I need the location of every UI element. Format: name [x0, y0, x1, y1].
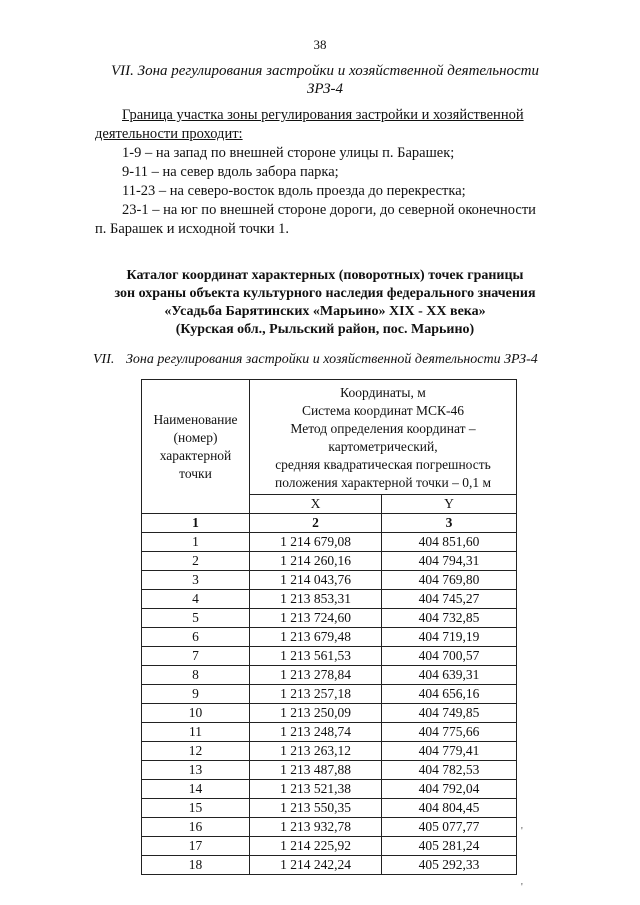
y-coordinate: 404 656,16: [382, 685, 517, 704]
boundary-item: 23-1 – на юг по внешней стороне дороги, до северной оконечности: [122, 202, 536, 218]
x-coordinate: 1 213 278,84: [250, 666, 382, 685]
column-number: 1: [142, 514, 250, 533]
coordinates-header: Координаты, м Система координат МСК-46 Метод определения координат – картометрический, средняя квадратическая погрешность положения характерной точки – 0,1 м: [250, 380, 517, 495]
point-number: 10: [142, 704, 250, 723]
point-number: 2: [142, 552, 250, 571]
table-caption-number: VII.: [93, 352, 115, 367]
x-coordinate: 1 213 263,12: [250, 742, 382, 761]
column-number: 2: [250, 514, 382, 533]
x-coordinate: 1 213 724,60: [250, 609, 382, 628]
y-coordinate: 404 851,60: [382, 533, 517, 552]
coordinates-table: [141, 379, 517, 875]
point-number: 9: [142, 685, 250, 704]
catalog-title: «Усадьба Барятинских «Марьино» XIX - XX века»: [164, 304, 486, 319]
x-coordinate: 1 213 561,53: [250, 647, 382, 666]
y-coordinate: 404 745,27: [382, 590, 517, 609]
point-number: 4: [142, 590, 250, 609]
scan-mark: ': [521, 826, 523, 837]
point-number: 5: [142, 609, 250, 628]
point-name-header: Наименование (номер) характерной точки: [142, 380, 250, 514]
x-coordinate: 1 214 260,16: [250, 552, 382, 571]
y-coordinate: 404 775,66: [382, 723, 517, 742]
y-coordinate: 404 719,19: [382, 628, 517, 647]
point-number: 14: [142, 780, 250, 799]
x-coordinate: 1 213 932,78: [250, 818, 382, 837]
x-coordinate: 1 213 550,35: [250, 799, 382, 818]
point-number: 7: [142, 647, 250, 666]
catalog-location: (Курская обл., Рыльский район, пос. Марьино): [175, 322, 475, 337]
x-coordinate: 1 213 248,74: [250, 723, 382, 742]
boundary-item: 1-9 – на запад по внешней стороне улицы п. Барашек;: [122, 145, 455, 161]
boundary-item: 11-23 – на северо-восток вдоль проезда до перекрестка;: [122, 183, 466, 199]
y-coordinate: 404 794,31: [382, 552, 517, 571]
scan-mark: ': [521, 882, 523, 893]
section-title-code: ЗРЗ-4: [306, 81, 343, 97]
column-number: 3: [382, 514, 517, 533]
table-row: [142, 856, 517, 875]
boundary-heading-cont: деятельности проходит:: [95, 126, 243, 142]
x-coordinate: 1 214 679,08: [250, 533, 382, 552]
catalog-title: Каталог координат характерных (поворотных) точек границы: [126, 268, 524, 283]
table-row: [142, 647, 517, 666]
point-number: 17: [142, 837, 250, 856]
coordinates-rows: [142, 533, 517, 875]
boundary-heading: Граница участка зоны регулирования застройки и хозяйственной: [122, 107, 524, 123]
x-coordinate: 1 213 257,18: [250, 685, 382, 704]
table-row: [142, 533, 517, 552]
table-row: [142, 761, 517, 780]
x-coordinate: 1 213 853,31: [250, 590, 382, 609]
y-coordinate: 405 281,24: [382, 837, 517, 856]
y-coordinate: 404 804,45: [382, 799, 517, 818]
table-caption: [93, 352, 538, 368]
x-coordinate: 1 213 679,48: [250, 628, 382, 647]
table-row: [142, 552, 517, 571]
point-number: 18: [142, 856, 250, 875]
y-coordinate: 404 779,41: [382, 742, 517, 761]
boundary-item: 9-11 – на север вдоль забора парка;: [122, 164, 339, 180]
y-coordinate: 404 769,80: [382, 571, 517, 590]
point-number: 16: [142, 818, 250, 837]
table-row: [142, 685, 517, 704]
point-number: 13: [142, 761, 250, 780]
table-row: [142, 609, 517, 628]
point-number: 3: [142, 571, 250, 590]
table-row: [142, 723, 517, 742]
table-row: [142, 818, 517, 837]
y-coordinate: 404 732,85: [382, 609, 517, 628]
table-row: [142, 742, 517, 761]
page-number: 38: [313, 37, 327, 52]
x-coordinate: 1 214 043,76: [250, 571, 382, 590]
y-column-header: Y: [382, 495, 517, 514]
table-row: [142, 590, 517, 609]
table-caption-text: Зона регулирования застройки и хозяйственной деятельности ЗРЗ-4: [126, 352, 538, 367]
section-title: VII. Зона регулирования застройки и хозяйственной деятельности: [110, 63, 540, 79]
x-coordinate: 1 214 225,92: [250, 837, 382, 856]
table-row: [142, 704, 517, 723]
x-coordinate: 1 214 242,24: [250, 856, 382, 875]
table-row: [142, 837, 517, 856]
y-coordinate: 404 792,04: [382, 780, 517, 799]
point-number: 8: [142, 666, 250, 685]
table-row: [142, 666, 517, 685]
y-coordinate: 405 292,33: [382, 856, 517, 875]
table-row: [142, 628, 517, 647]
point-number: 15: [142, 799, 250, 818]
y-coordinate: 404 782,53: [382, 761, 517, 780]
x-coordinate: 1 213 487,88: [250, 761, 382, 780]
table-row: [142, 571, 517, 590]
y-coordinate: 404 700,57: [382, 647, 517, 666]
table-row: [142, 780, 517, 799]
x-column-header: X: [250, 495, 382, 514]
y-coordinate: 405 077,77: [382, 818, 517, 837]
x-coordinate: 1 213 250,09: [250, 704, 382, 723]
y-coordinate: 404 749,85: [382, 704, 517, 723]
catalog-title: зон охраны объекта культурного наследия федерального значения: [114, 286, 536, 301]
boundary-item-cont: п. Барашек и исходной точки 1.: [95, 221, 290, 237]
point-number: 1: [142, 533, 250, 552]
x-coordinate: 1 213 521,38: [250, 780, 382, 799]
y-coordinate: 404 639,31: [382, 666, 517, 685]
point-number: 6: [142, 628, 250, 647]
point-number: 11: [142, 723, 250, 742]
table-row: [142, 799, 517, 818]
point-number: 12: [142, 742, 250, 761]
